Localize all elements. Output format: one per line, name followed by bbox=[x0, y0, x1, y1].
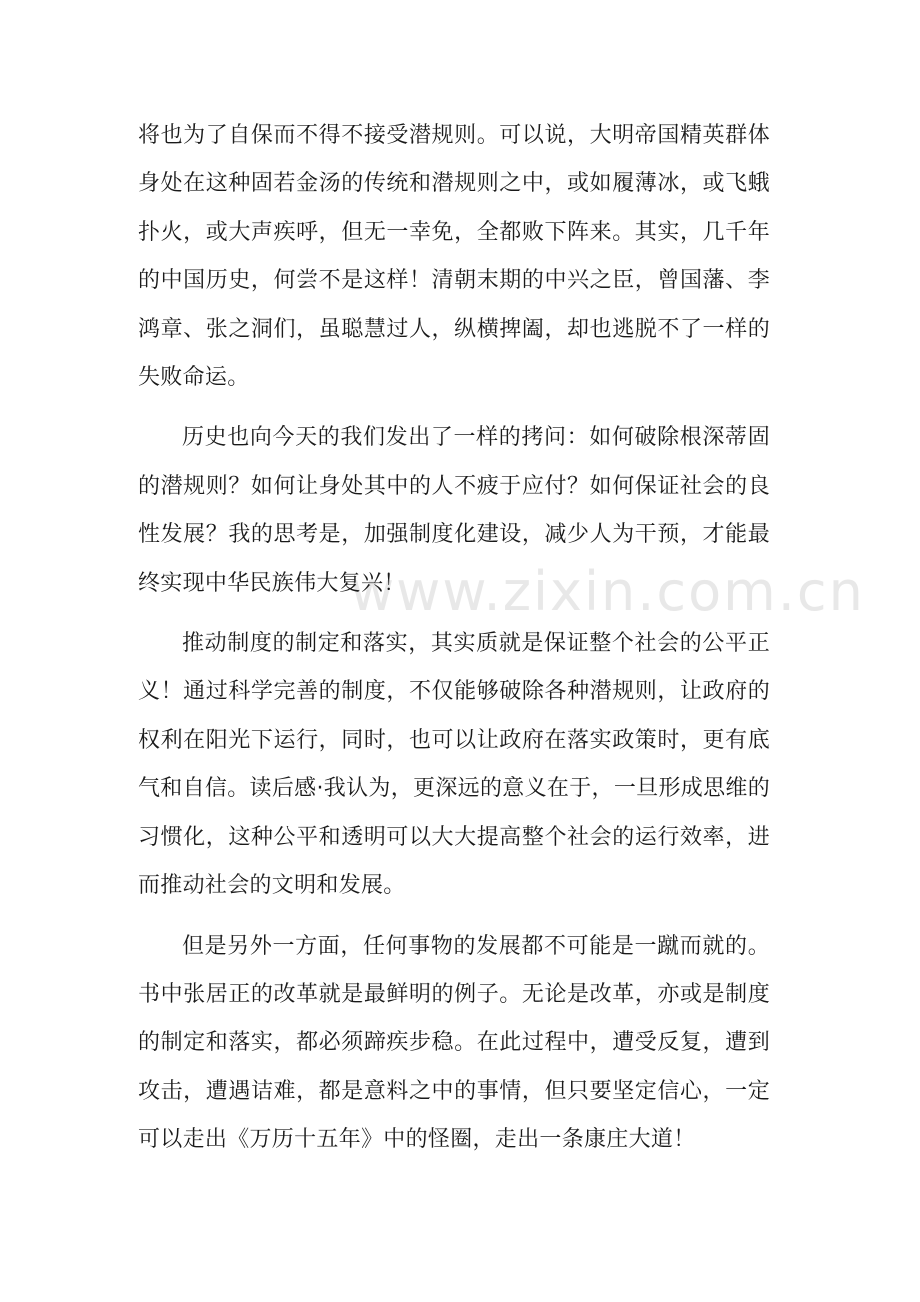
paragraph-1: 将也为了自保而不得不接受潜规则。可以说，大明帝国精英群体身处在这种固若金汤的传统和潜规则之中，或如履薄冰，或飞蛾扑火，或大声疾呼，但无一幸免，全都败下阵来。其实，几千年的中国历史，何尝不是这样！清朝末期的中兴之臣，曾国藩、李鸿章、张之洞们，虽聪慧过人，纵横捭阖，却也逃脱不了一样的失败命运。 bbox=[138, 123, 770, 391]
paragraph-2: 历史也向今天的我们发出了一样的拷问：如何破除根深蒂固的潜规则？如何让身处其中的人不疲于应付？如何保证社会的良性发展？我的思考是，加强制度化建设，减少人为干预，才能最终实现中华民族伟大复兴！ bbox=[138, 425, 770, 596]
document-body bbox=[138, 112, 770, 1177]
paragraph-4: 但是另外一方面，任何事物的发展都不可能是一蹴而就的。书中张居正的改革就是最鲜明的例子。无论是改革，亦或是制度的制定和落实，都必须蹄疾步稳。在此过程中，遭受反复，遭到攻击，遭遇诘难，都是意料之中的事情，但只要坚定信心，一定可以走出《万历十五年》中的怪圈，走出一条康庄大道！ bbox=[138, 933, 770, 1153]
watermark: www.zixin.com.cn bbox=[350, 560, 865, 623]
paragraph-3: 推动制度的制定和落实，其实质就是保证整个社会的公平正义！通过科学完善的制度，不仅能够破除各种潜规则，让政府的权利在阳光下运行，同时，也可以让政府在落实政策时，更有底气和自信。读后感·我认为，更深远的意义在于，一旦形成思维的习惯化，这种公平和透明可以大大提高整个社会的运行效率，进而推动社会的文明和发展。 bbox=[138, 631, 770, 899]
